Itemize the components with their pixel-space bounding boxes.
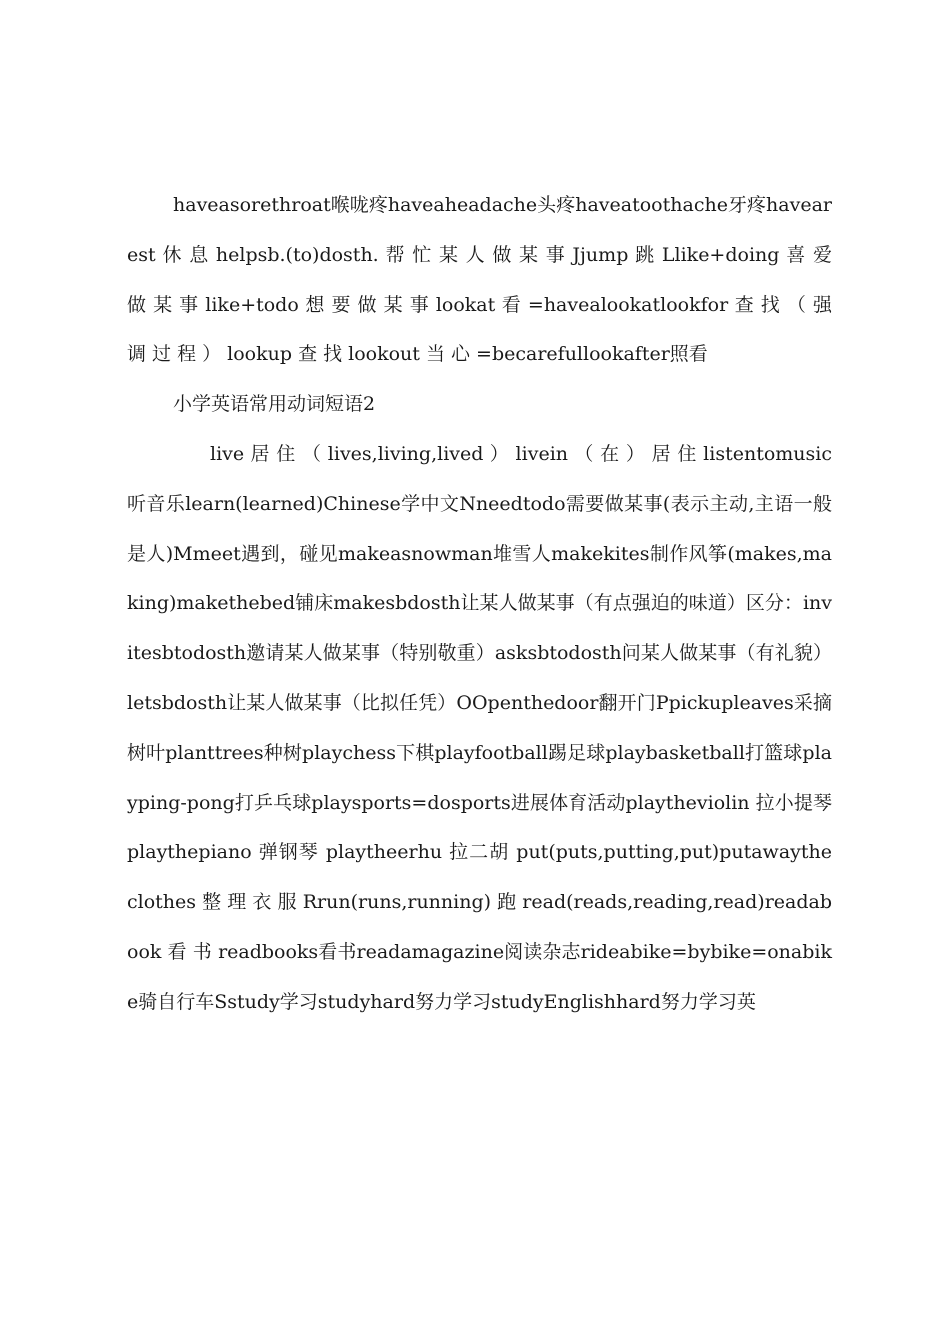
document-body [127, 181, 832, 1028]
paragraph-phrases-2: live 居 住 （ lives,living,lived ） livein （ 在 ） 居 住 listentomusic听音乐learn(learned)Chinese学中文Nneedtodo需要做某事(表示主动,主语一般是人)Mmeet遇到，碰见makeasnowman堆雪人makekites制作风筝(makes,making)makethebed铺床makesbdosth让某人做某事（有点强迫的味道）区分：invitesbtodosth邀请某人做某事（特别敬重）asksbtodosth问某人做某事（有礼貌）letsbdosth让某人做某事（比拟任凭）OOpenthedoor翻开门Ppickupleaves采摘树叶planttrees种树playchess下棋playfootball踢足球playbasketball打篮球playping-pong打乒乓球playsports=dosports进展体育活动playtheviolin 拉小提琴 playthepiano 弹钢琴 playtheerhu 拉二胡 put(puts,putting,put)putawaytheclothes 整 理 衣 服 Rrun(runs,running) 跑 read(reads,reading,read)readabook 看 书 readbooks看书readamagazine阅读杂志rideabike=bybike=onabike骑自行车Sstudy学习studyhard努力学习studyEnglishhard努力学习英 [127, 442, 832, 1013]
section-heading: 小学英语常用动词短语2 [173, 393, 376, 416]
paragraph-phrases-1: haveasorethroat喉咙疼haveaheadache头疼haveatoothache牙疼havearest 休 息 helpsb.(to)dosth. 帮 忙 某 人 做 某 事 Jjump 跳 Llike+doing 喜 爱 做 某 事 like+todo 想 要 做 某 事 lookat 看 =havealookatlookfor 查 找 （ 强 调 过 程 ） lookup 查 找 lookout 当 心 =becarefullookafter照看 [127, 194, 832, 366]
